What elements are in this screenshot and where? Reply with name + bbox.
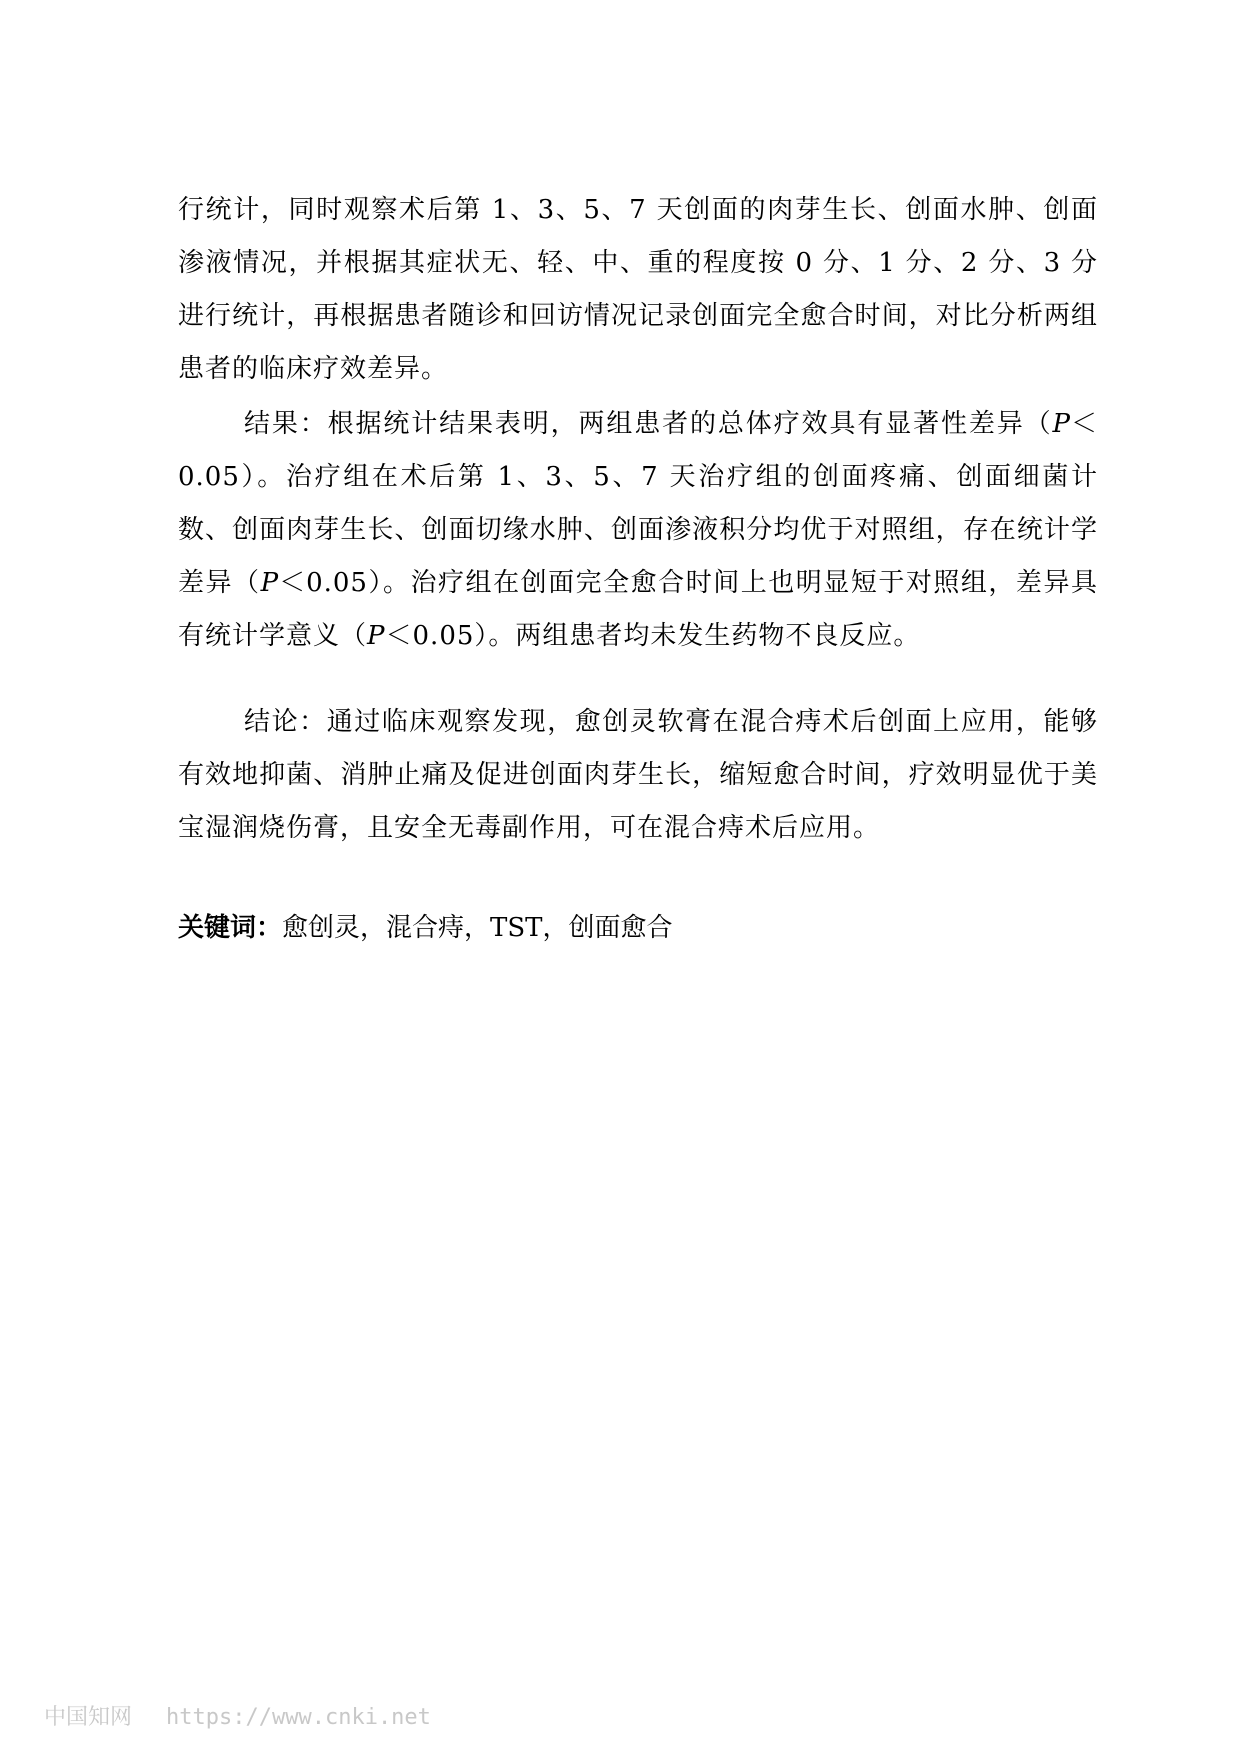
watermark-url: https://www.cnki.net bbox=[166, 1705, 431, 1730]
results-text-part-4: ＜0.05）。两组患者均未发生药物不良反应。 bbox=[385, 621, 921, 651]
p-value-symbol: P bbox=[1052, 409, 1071, 439]
results-text-part-2: ＜0.05）。治疗组在术后第 1、3、5、7 天治疗组的创面疼痛、创面细菌计数、创面肉芽生长、创面切缘水肿、创面渗液积分均优于对照组，存在统计学差异（ bbox=[178, 409, 1098, 598]
keywords-value: 愈创灵，混合痔，TST，创面愈合 bbox=[282, 913, 673, 943]
keywords-line bbox=[178, 908, 1098, 948]
p-value-symbol: P bbox=[367, 621, 386, 651]
keywords-label: 关键词： bbox=[178, 913, 283, 943]
results-text-part-3: ＜0.05）。治疗组在创面完全愈合时间上也明显短于对照组，差异具有统计学意义（ bbox=[178, 568, 1098, 651]
results-text-part-1: 结果：根据统计结果表明，两组患者的总体疗效具有显著性差异（ bbox=[244, 409, 1053, 439]
paragraph-results bbox=[178, 398, 1098, 663]
paragraph-methods-continued: 行统计，同时观察术后第 1、3、5、7 天创面的肉芽生长、创面水肿、创面渗液情况，并根据其症状无、轻、中、重的程度按 0 分、1 分、2 分、3 分进行统计，再根据患者随诊和回访情况记录创面完全愈合时间，对比分析两组患者的临床疗效差异。 bbox=[178, 195, 1098, 384]
p-value-symbol: P bbox=[260, 568, 280, 598]
paragraph-conclusion: 结论：通过临床观察发现，愈创灵软膏在混合痔术后创面上应用，能够有效地抑菌、消肿止痛及促进创面肉芽生长，缩短愈合时间，疗效明显优于美宝湿润烧伤膏，且安全无毒副作用，可在混合痔术后应用。 bbox=[178, 707, 1098, 843]
watermark-site-name: 中国知网 bbox=[44, 1705, 133, 1730]
watermark-footer bbox=[44, 1700, 431, 1731]
